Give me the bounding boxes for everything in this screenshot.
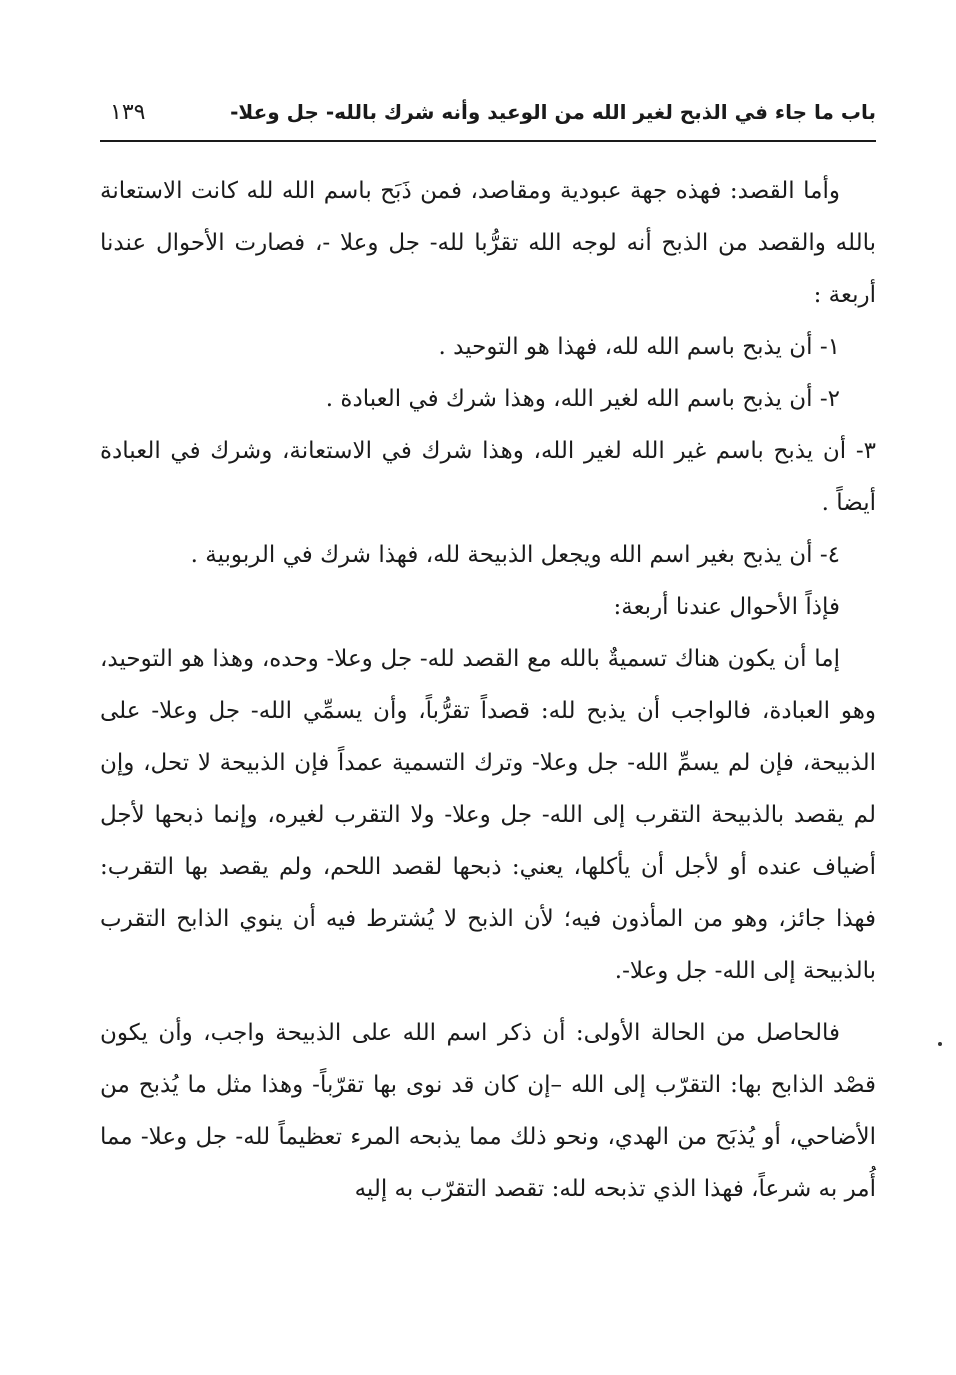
page-number: ١٣٩	[110, 100, 146, 125]
list-item-2: ٢- أن يذبح باسم الله لغير الله، وهذا شرك في العبادة .	[325, 386, 840, 412]
list-item-4: ٤- أن يذبح بغير اسم الله ويجعل الذبيحة لله، فهذا شرك في الربوبية .	[190, 542, 840, 568]
page-body	[100, 165, 876, 1215]
list-item-3: ٣- أن يذبح باسم غير الله لغير الله، وهذا شرك في الاستعانة، وشرك في العبادة أيضاً .	[100, 438, 876, 516]
chapter-title: باب ما جاء في الذبح لغير الله من الوعيد وأنه شرك بالله- جل وعلا-	[230, 100, 876, 124]
margin-dot	[938, 1042, 942, 1046]
paragraph-summary-heading: فإذاً الأحوال عندنا أربعة:	[613, 594, 840, 620]
paragraph-intention: وأما القصد: فهذه جهة عبودية ومقاصد، فمن ذَبَح باسم الله لله كانت الاستعانة بالله والقصد من الذبح أنه لوجه الله تقرُّبا لله- جل وعلا -، فصارت الأحوال عندنا أربعة :	[100, 178, 876, 308]
running-header	[100, 96, 876, 142]
paragraph-conclusion: فالحاصل من الحالة الأولى: أن ذكر اسم الله على الذبيحة واجب، وأن يكون قصْد الذابح بها: التقرّب إلى الله –إن كان قد نوى بها تقرّباً- وهذا مثل ما يُذبح من الأضاحي، أو يُذبَح من الهدي، ونحو ذلك مما يذبحه المرء تعظيماً لله- جل وعلا- مما أُمر به شرعاً، فهذا الذي تذبحه لله: تقصد التقرّب به إليه	[100, 1020, 876, 1202]
paragraph-first-case: إما أن يكون هناك تسميةٌ بالله مع القصد لله- جل وعلا- وحده، وهذا هو التوحيد، وهو العبادة، فالواجب أن يذبح لله: قصداً تقرُّباً، وأن يسمِّي الله- جل وعلا- على الذبيحة، فإن لم يسمِّ الله- جل وعلا- وترك التسمية عمداً فإن الذبيحة لا تحل، وإن لم يقصد بالذبيحة التقرب إلى الله- جل وعلا- ولا التقرب لغيره، وإنما ذبحها لأجل أضياف عنده أو لأجل أن يأكلها، يعني: ذبحها لقصد اللحم، ولم يقصد بها التقرب: فهذا جائز، وهو من المأذون فيه؛ لأن الذبح لا يُشترط فيه أن ينوي الذابح التقرب بالذبيحة إلى الله- جل وعلا-.	[100, 646, 876, 984]
list-item-1: ١- أن يذبح باسم الله لله، فهذا هو التوحيد .	[438, 334, 840, 360]
